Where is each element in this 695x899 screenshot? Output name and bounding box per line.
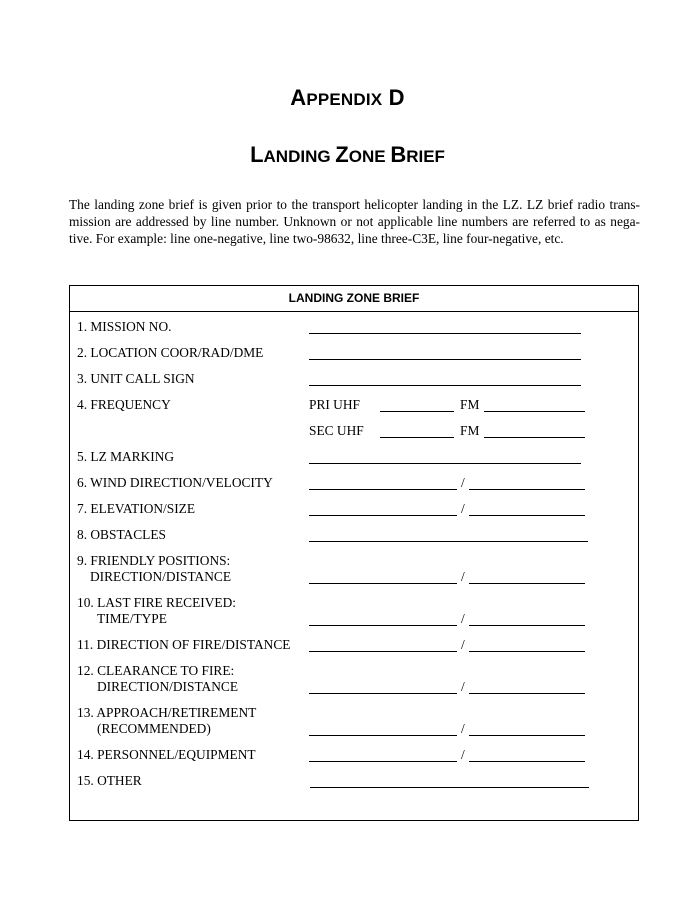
slash-separator: / (461, 679, 465, 694)
appendix-title (0, 85, 695, 111)
title-initial-l: L (250, 142, 264, 167)
lastfire-type-field[interactable] (469, 625, 585, 626)
intro-paragraph (69, 196, 640, 247)
item-location-label: 2. LOCATION COOR/RAD/DME (77, 345, 264, 360)
title-rest-landing: ANDING (263, 147, 336, 166)
intro-line-2: mission are addressed by line number. Unknown or not applicable line numbers are referred to as nega- (69, 214, 640, 229)
item-elevation-label: 7. ELEVATION/SIZE (77, 501, 196, 516)
title-rest-zone: ONE (348, 147, 391, 166)
slash-separator: / (461, 569, 465, 584)
personnel-field[interactable] (309, 761, 457, 762)
title-rest-brief: RIEF (406, 147, 445, 166)
pri-uhf-label: PRI UHF (309, 397, 360, 412)
callsign-field[interactable] (309, 385, 581, 386)
item-other-label: 15. OTHER (77, 773, 142, 788)
slash-separator: / (461, 637, 465, 652)
item-clearance-label: 12. CLEARANCE TO FIRE: (77, 663, 235, 678)
item-lz-marking-label: 5. LZ MARKING (77, 449, 175, 464)
approach-field[interactable] (309, 735, 457, 736)
wind-direction-field[interactable] (309, 489, 457, 490)
item-dirfire-label: 11. DIRECTION OF FIRE/DISTANCE (77, 637, 291, 652)
other-field[interactable] (310, 787, 589, 788)
item-callsign-label: 3. UNIT CALL SIGN (77, 371, 195, 386)
document-title (0, 142, 695, 168)
mission-field[interactable] (309, 333, 581, 334)
landing-zone-brief-form (69, 285, 639, 821)
item-lastfire-sublabel: TIME/TYPE (97, 611, 167, 626)
intro-line-3: tive. For example: line one-negative, line two-98632, line three-C3E, line four-negative, etc. (69, 231, 564, 246)
item-approach-sublabel: (RECOMMENDED) (97, 721, 211, 736)
slash-separator: / (461, 501, 465, 516)
item-clearance-sublabel: DIRECTION/DISTANCE (97, 679, 239, 694)
clearance-direction-field[interactable] (309, 693, 457, 694)
appendix-title-letter: D (382, 85, 405, 110)
intro-line-1: The landing zone brief is given prior to the transport helicopter landing in the LZ. LZ brief radio trans- (69, 197, 640, 212)
appendix-title-initial: A (290, 85, 307, 110)
elevation-field[interactable] (309, 515, 457, 516)
location-field[interactable] (309, 359, 581, 360)
item-approach-label: 13. APPROACH/RETIREMENT (77, 705, 257, 720)
retirement-field[interactable] (469, 735, 585, 736)
item-obstacles-label: 8. OBSTACLES (77, 527, 166, 542)
pri-uhf-field[interactable] (380, 411, 454, 412)
form-header: LANDING ZONE BRIEF (70, 286, 638, 312)
slash-separator: / (461, 475, 465, 490)
lz-marking-field[interactable] (309, 463, 581, 464)
wind-velocity-field[interactable] (469, 489, 585, 490)
sec-fm-label: FM (460, 423, 480, 438)
title-initial-z: Z (335, 142, 349, 167)
item-lastfire-label: 10. LAST FIRE RECEIVED: (77, 595, 236, 610)
friendly-distance-field[interactable] (469, 583, 585, 584)
dirfire-distance-field[interactable] (469, 651, 585, 652)
obstacles-field[interactable] (309, 541, 588, 542)
item-mission-label: 1. MISSION NO. (77, 319, 172, 334)
equipment-field[interactable] (469, 761, 585, 762)
title-initial-b: B (390, 142, 407, 167)
item-frequency-label: 4. FREQUENCY (77, 397, 171, 412)
slash-separator: / (461, 747, 465, 762)
sec-fm-field[interactable] (484, 437, 585, 438)
appendix-title-rest: PPENDIX (306, 90, 383, 109)
pri-fm-field[interactable] (484, 411, 585, 412)
friendly-direction-field[interactable] (309, 583, 457, 584)
item-friendly-sublabel: DIRECTION/DISTANCE (90, 569, 232, 584)
slash-separator: / (461, 721, 465, 736)
lastfire-time-field[interactable] (309, 625, 457, 626)
size-field[interactable] (469, 515, 585, 516)
slash-separator: / (461, 611, 465, 626)
sec-uhf-field[interactable] (380, 437, 454, 438)
item-friendly-label: 9. FRIENDLY POSITIONS: (77, 553, 231, 568)
clearance-distance-field[interactable] (469, 693, 585, 694)
dirfire-direction-field[interactable] (309, 651, 457, 652)
pri-fm-label: FM (460, 397, 480, 412)
item-wind-label: 6. WIND DIRECTION/VELOCITY (77, 475, 273, 490)
sec-uhf-label: SEC UHF (309, 423, 364, 438)
item-personnel-label: 14. PERSONNEL/EQUIPMENT (77, 747, 256, 762)
